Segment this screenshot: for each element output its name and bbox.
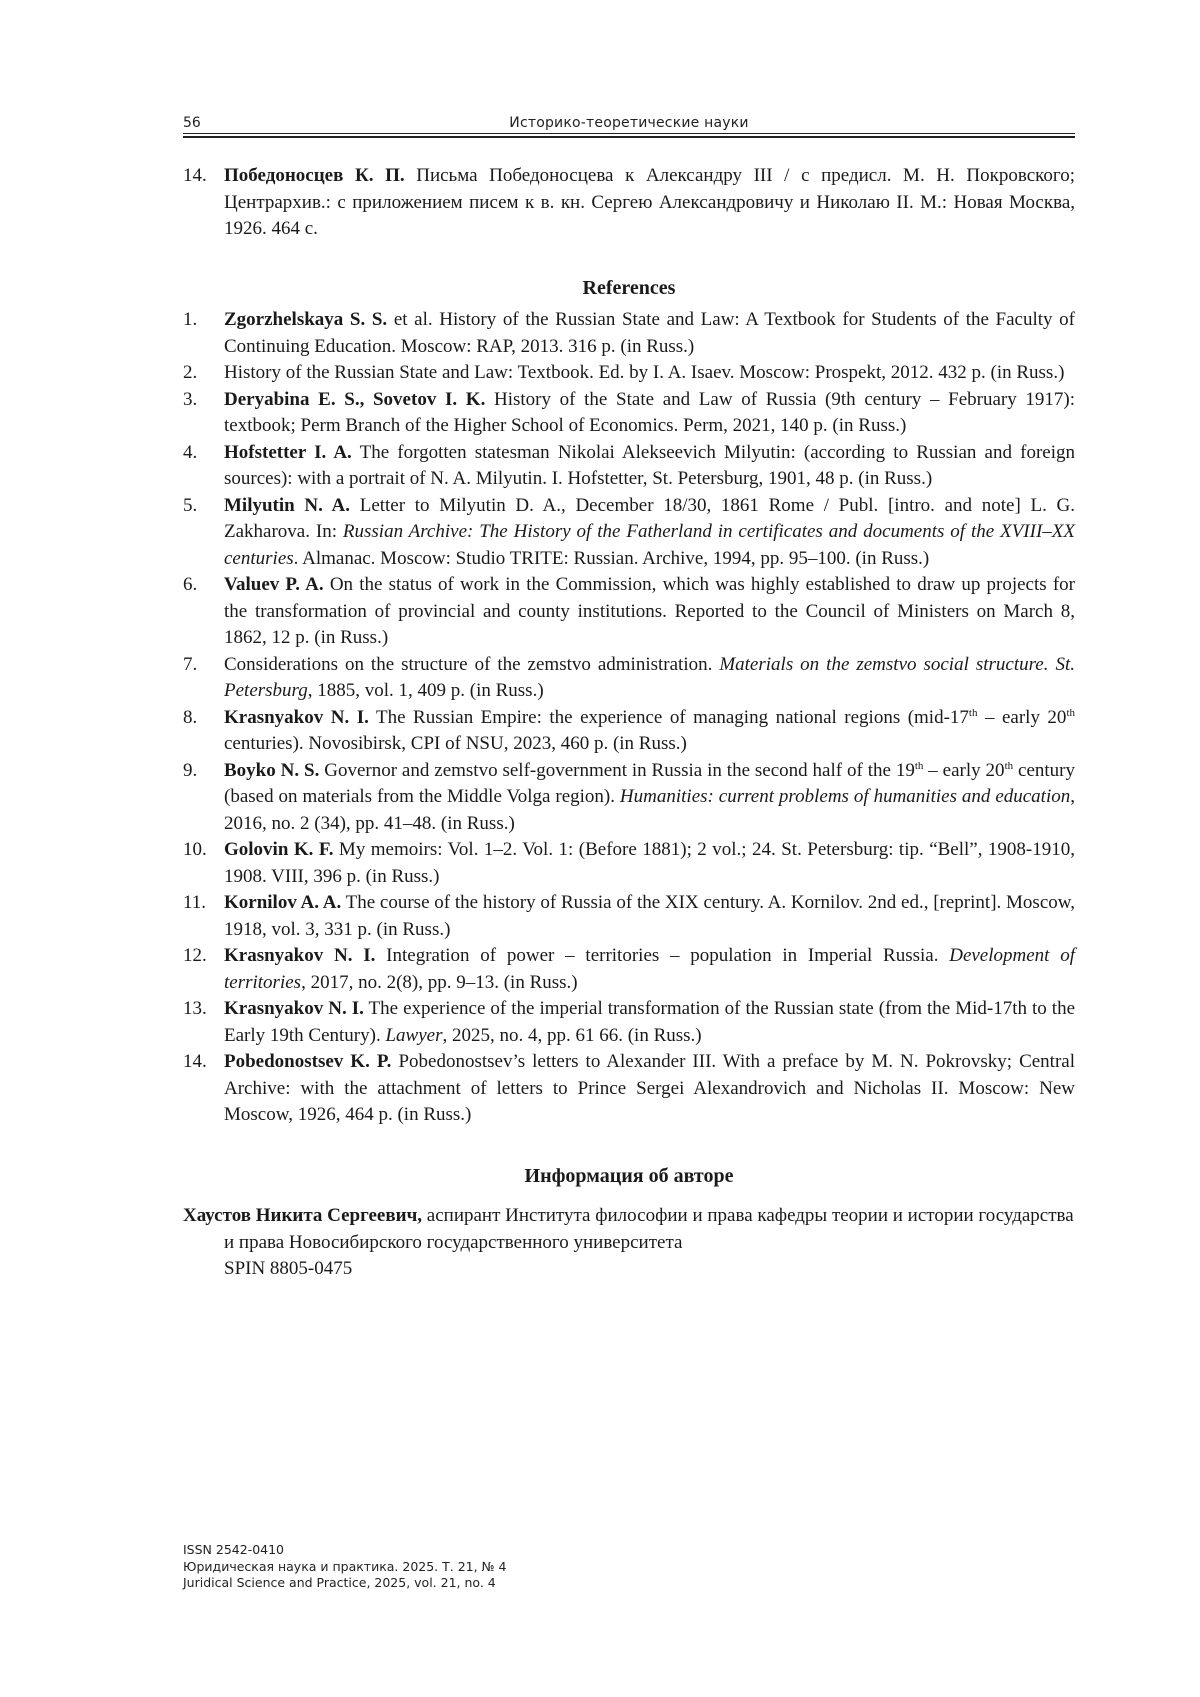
reference-number: 12. — [183, 945, 207, 966]
page-content — [183, 163, 1075, 1283]
author-spin: SPIN 8805-0475 — [224, 1258, 353, 1279]
reference-body — [224, 360, 1075, 387]
page-footer — [183, 1542, 783, 1592]
reference-item — [183, 705, 1075, 758]
reference-body — [224, 890, 1075, 943]
reference-body — [224, 163, 1075, 243]
section-title: Историко-теоретические науки — [509, 115, 749, 131]
ordinal-superscript: th — [914, 759, 924, 772]
reference-text: The Russian Empire: the experience of managing national regions (mid-17 — [368, 706, 969, 728]
reference-text-tail: , 2025, no. 4, pp. 61 66. (in Russ.) — [442, 1024, 702, 1046]
running-header — [183, 113, 1075, 135]
reference-number: 7. — [183, 653, 198, 675]
footer-journal-ru: Юридическая наука и практика. 2025. Т. 21, № 4 — [183, 1558, 507, 1574]
header-rule-thick — [183, 136, 1075, 138]
reference-source-title: Russian Archive: The History of the Fatherland in certificates and documents of the XVIII–XX centuries — [224, 521, 1075, 569]
reference-number: 11. — [183, 892, 207, 913]
reference-text-mid: century (based on materials from the Middle Volga region). — [224, 759, 1075, 807]
reference-number: 4. — [183, 441, 198, 463]
reference-text: Письма Победоносцева к Александру III / с предисл. М. Н. Покровского; Центрархив.: с приложением писем к в. кн. Сергею Александровичу и Николаю II. М.: Новая Москва, 1926. 464 с. — [224, 165, 1075, 239]
reference-body — [224, 572, 1075, 652]
reference-item — [183, 890, 1075, 943]
reference-text-mid: – early 20 — [977, 706, 1067, 728]
reference-text: My memoirs: Vol. 1–2. Vol. 1: (Before 1881); 2 vol.; 24. St. Petersburg: tip. “Bell”, 1908-1910, 1908. VIII, 396 p. (in Russ.) — [224, 839, 1076, 887]
reference-number: 9. — [183, 759, 198, 781]
reference-number: 5. — [183, 494, 198, 516]
reference-text-tail: centuries). Novosibirsk, CPI of NSU, 2023, 460 p. (in Russ.) — [224, 733, 687, 754]
reference-number: 2. — [183, 362, 198, 383]
reference-author: Golovin K. F. — [224, 839, 334, 860]
reference-body — [224, 652, 1075, 705]
reference-body — [224, 440, 1075, 493]
reference-text: The course of the history of Russia of the XIX century. A. Kornilov. 2nd ed., [reprint]. Moscow, 1918, vol. 3, 331 p. (in Russ.) — [224, 892, 1075, 940]
reference-number: 1. — [183, 309, 198, 330]
reference-item — [183, 307, 1075, 360]
reference-body — [224, 758, 1075, 838]
reference-item — [183, 572, 1075, 652]
ru-reference-item — [183, 163, 1075, 243]
reference-author: Milyutin N. A. — [224, 494, 351, 516]
reference-author: Boyko N. S. — [224, 759, 320, 781]
ordinal-superscript: th — [1004, 759, 1014, 772]
reference-source-title: Development of territories — [224, 945, 1075, 993]
reference-text: History of the Russian State and Law: Textbook. Ed. by I. A. Isaev. Moscow: Prospekt, 2012. 432 p. (in Russ.) — [224, 362, 1065, 383]
reference-text: Governor and zemstvo self-government in Russia in the second half of the 19 — [319, 759, 915, 781]
reference-body — [224, 705, 1075, 758]
reference-number: 13. — [183, 998, 207, 1019]
reference-number: 6. — [183, 574, 198, 595]
reference-text-tail: , 2016, no. 2 (34), pp. 41–48. (in Russ.) — [224, 786, 1075, 834]
reference-item — [183, 387, 1075, 440]
reference-text: Pobedonostsev’s letters to Alexander III. With a preface by M. N. Pokrovsky; Central Archive: with the attachment of letters to Prince Sergei Alexandrovich and Nicholas II. Moscow: New Moscow, 1926, 464 p. (in Russ.) — [224, 1051, 1075, 1125]
reference-text: On the status of work in the Commission, which was highly established to draw up projects for the transformation of provincial and county institutions. Reported to the Council of Ministers on March 8, 1862, 12 p. (in Russ.) — [224, 574, 1075, 648]
reference-number: 14. — [183, 1051, 207, 1072]
references-heading: References — [582, 276, 676, 299]
reference-author: Krasnyakov N. I. — [224, 998, 364, 1019]
reference-author: Krasnyakov N. I. — [224, 945, 376, 966]
reference-text-mid: – early 20 — [923, 759, 1005, 781]
reference-source-title: Lawyer — [385, 1024, 443, 1046]
ordinal-superscript: th — [1066, 706, 1075, 719]
reference-number: 3. — [183, 388, 198, 410]
author-info-heading: Информация об авторе — [524, 1164, 734, 1187]
reference-item — [183, 837, 1075, 890]
reference-body — [224, 996, 1075, 1049]
footer-journal-en: Juridical Science and Practice, 2025, vol. 21, no. 4 — [183, 1575, 496, 1590]
author-name: Хаустов Никита Сергеевич, — [183, 1205, 423, 1226]
author-info — [183, 1203, 1075, 1283]
reference-text: The forgotten statesman Nikolai Alekseevich Milyutin: (according to Russian and foreign sources): with a portrait of N. A. Milyutin. I. Hofstetter, St. Petersburg, 1901, 48 p. (in Russ.) — [224, 441, 1075, 489]
reference-body — [224, 307, 1075, 360]
reference-text: Letter to Milyutin D. A., December 18/30, 1861 Rome / Publ. [intro. and note] L. G. Zakharova. In: — [224, 494, 1075, 542]
reference-author: Победоносцев К. П. — [224, 165, 405, 186]
reference-body — [224, 387, 1075, 440]
reference-body — [224, 493, 1075, 573]
reference-text-tail: . Almanac. Moscow: Studio TRITE: Russian. Archive, 1994, pp. 95–100. (in Russ.) — [293, 547, 930, 569]
reference-body — [224, 837, 1075, 890]
ordinal-superscript: th — [968, 706, 978, 719]
reference-author: Hofstetter I. A. — [224, 441, 352, 463]
reference-text-tail: , 1885, vol. 1, 409 p. (in Russ.) — [307, 680, 544, 701]
reference-source-title: Humanities: current problems of humanities and education — [619, 786, 1071, 807]
reference-body — [224, 943, 1075, 996]
reference-number: 10. — [183, 839, 207, 860]
reference-item — [183, 493, 1075, 573]
reference-author: Zgorzhelskaya S. S. — [224, 309, 388, 330]
header-rule-thin — [183, 133, 1075, 134]
footer-issn: ISSN 2542-0410 — [183, 1542, 285, 1557]
author-description: аспирант Института философии и права кафедры теории и истории государства и права Новосибирского государственного университета — [224, 1205, 1074, 1253]
reference-text: Integration of power – territories – population in Imperial Russia. — [375, 945, 950, 966]
reference-author: Deryabina E. S., Sovetov I. K. — [224, 388, 486, 410]
reference-number: 14. — [183, 165, 207, 186]
reference-item — [183, 996, 1075, 1049]
reference-text: Considerations on the structure of the zemstvo administration. — [224, 653, 720, 675]
reference-author: Krasnyakov N. I. — [224, 706, 369, 728]
reference-item — [183, 360, 1075, 387]
reference-text: The experience of the imperial transformation of the Russian state (from the Mid-17th to the Early 19th Century). — [224, 998, 1075, 1046]
reference-number: 8. — [183, 706, 198, 728]
reference-item — [183, 440, 1075, 493]
reference-author: Kornilov A. A. — [224, 892, 342, 913]
reference-source-title: Materials on the zemstvo social structure. St. Petersburg — [224, 653, 1075, 701]
reference-item — [183, 758, 1075, 838]
reference-item — [183, 1049, 1075, 1129]
reference-item — [183, 943, 1075, 996]
reference-item — [183, 652, 1075, 705]
reference-text: History of the State and Law of Russia (9th century – February 1917): textbook; Perm Branch of the Higher School of Economics. Perm, 2021, 140 p. (in Russ.) — [224, 388, 1075, 436]
page-number: 56 — [183, 115, 201, 131]
reference-author: Valuev P. A. — [224, 574, 324, 595]
reference-text: et al. History of the Russian State and Law: A Textbook for Students of the Faculty of Continuing Education. Moscow: RAP, 2013. 316 p. (in Russ.) — [224, 309, 1075, 357]
reference-body — [224, 1049, 1075, 1129]
reference-author: Pobedonostsev K. P. — [224, 1051, 392, 1072]
reference-text-tail: , 2017, no. 2(8), pp. 9–13. (in Russ.) — [301, 971, 578, 993]
